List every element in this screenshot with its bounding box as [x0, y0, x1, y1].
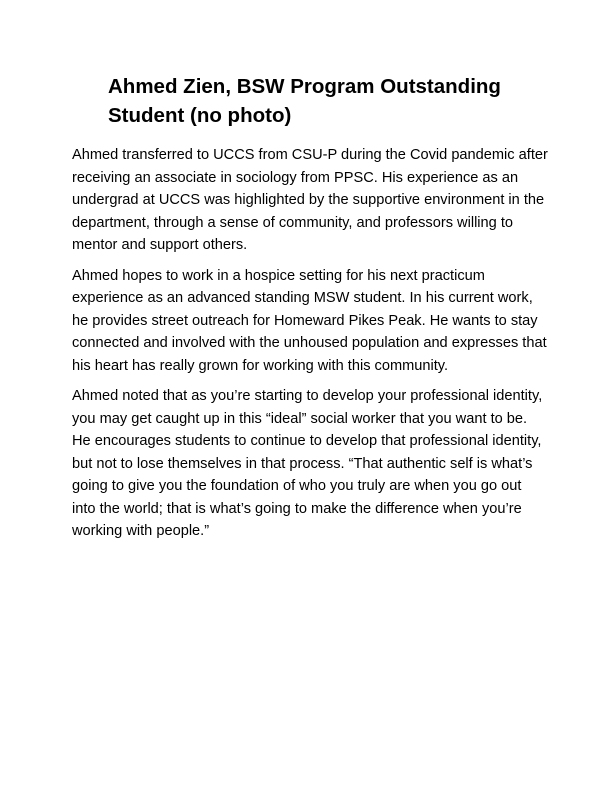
paragraph-goals: Ahmed hopes to work in a hospice setting for his next practicum experience as an advanced standing MSW student. In his current work, he provides street outreach for Homeward Pikes Peak. He wants to stay connected and involved with the unhoused population and expresses that his heart has really grown for working with this community.: [72, 267, 547, 374]
document-body: [72, 144, 548, 551]
document-title: Ahmed Zien, BSW Program Outstanding Student (no photo): [108, 75, 501, 127]
paragraph-advice: Ahmed noted that as you’re starting to develop your professional identity, you may get caught up in this “ideal” social worker that you want to be. He encourages students to continue to develop that professional identity, but not to lose themselves in that process. “That authentic self is what’s going to give you the foundation of who you truly are when you go out into the world; that is what’s going to make the difference when you’re working with people.”: [72, 388, 543, 539]
paragraph-transfer: Ahmed transferred to UCCS from CSU-P during the Covid pandemic after receiving an associate in sociology from PPSC. His experience as an undergrad at UCCS was highlighted by the supportive environment in the department, through a sense of community, and professors willing to mentor and support others.: [72, 147, 548, 253]
